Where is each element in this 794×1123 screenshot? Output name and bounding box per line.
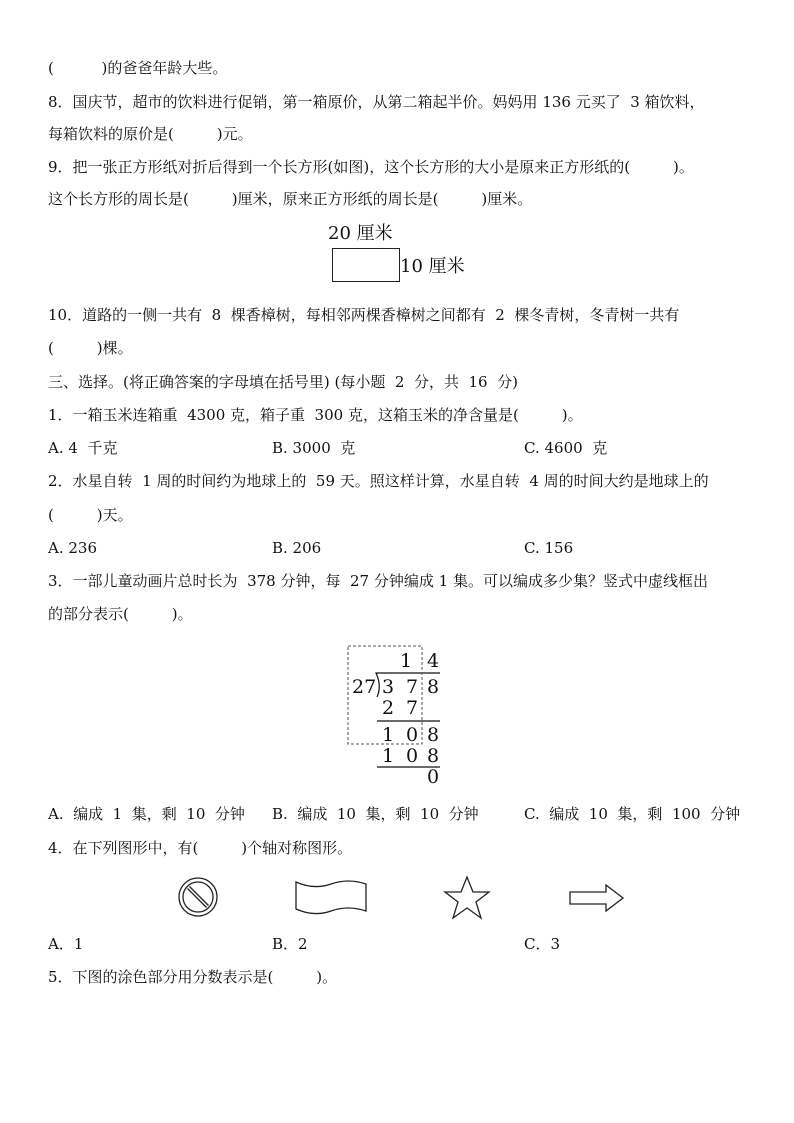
step1-digit-1: 2 [382,697,395,719]
step1-digit-2: 7 [406,697,419,719]
choice-2-option-b[interactable]: B. 206 [272,539,322,557]
choice-2-text-line1: 2．水星自转 1 周的时间约为地球上的 59 天。照这样计算，水星自转 4 周的时间大约是地球上的 [48,472,709,490]
rectangle-shape [332,248,400,282]
arrow-right-icon [568,882,626,914]
choice-1-text: 1．一箱玉米连箱重 4300 克，箱子重 300 克，这箱玉米的净含量是( )。 [48,406,583,424]
rect-top-label: 20 厘米 [328,223,393,244]
quotient-digit-1: 1 [400,650,413,672]
q9-text-line2: 这个长方形的周长是( )厘米，原来正方形纸的周长是( )厘米。 [48,190,533,208]
q8-text-line2: 每箱饮料的原价是( )元。 [48,125,253,143]
remainder1-digit-2: 0 [406,724,419,746]
choice-3-text-line2: 的部分表示( )。 [48,605,193,623]
choice-3-option-c[interactable]: C. 编成 10 集，剩 100 分钟 [524,805,741,823]
choice-4-option-b[interactable]: B．2 [272,935,308,953]
choice-3-option-b[interactable]: B. 编成 10 集，剩 10 分钟 [272,805,479,823]
choice-3-option-a[interactable]: A. 编成 1 集，剩 10 分钟 [48,805,245,823]
final-remainder: 0 [427,766,440,788]
divisor: 27 [352,676,377,698]
step2-digit-3: 8 [427,745,440,767]
q10-text-line1: 10．道路的一侧一共有 8 棵香樟树，每相邻两棵香樟树之间都有 2 棵冬青树，冬青树一共有 [48,306,680,324]
rect-side-label: 10 厘米 [400,256,465,277]
choice-1-option-c[interactable]: C. 4600 克 [524,439,608,457]
choice-2-option-c[interactable]: C. 156 [524,539,574,557]
remainder1-digit-3: 8 [427,724,440,746]
dividend-digit-1: 3 [382,676,395,698]
choice-4-option-c[interactable]: C．3 [524,935,561,953]
choice-1-option-a[interactable]: A. 4 千克 [48,439,118,457]
long-division-figure [340,640,450,790]
choice-2-text-line2: ( )天。 [48,506,133,524]
dividend-digit-2: 7 [406,676,419,698]
dividend-digit-3: 8 [427,676,440,698]
step2-digit-1: 1 [382,745,395,767]
star-icon [442,874,492,922]
choice-4-text: 4．在下列图形中，有( )个轴对称图形。 [48,839,353,857]
q10-text-line2: ( )棵。 [48,339,133,357]
rectangle-figure [326,224,486,284]
section-3-heading: 三、选择。(将正确答案的字母填在括号里) (每小题 2 分，共 16 分) [48,373,518,391]
q7-continuation: ( )的爸爸年龄大些。 [48,59,228,77]
choice-2-option-a[interactable]: A. 236 [48,539,97,557]
step2-digit-2: 0 [406,745,419,767]
choice-3-text-line1: 3．一部儿童动画片总时长为 378 分钟，每 27 分钟编成 1 集。可以编成多少集？竖式中虚线框出 [48,572,708,590]
quotient-digit-2: 4 [427,650,440,672]
remainder1-digit-1: 1 [382,724,395,746]
choice-1-option-b[interactable]: B. 3000 克 [272,439,356,457]
q8-text-line1: 8．国庆节，超市的饮料进行促销，第一箱原价，从第二箱起半价。妈妈用 136 元买了 3 箱饮料， [48,93,705,111]
no-entry-sign-icon [176,875,220,919]
choice-5-text: 5．下图的涂色部分用分数表示是( )。 [48,968,338,986]
wavy-flag-icon [294,878,368,918]
q9-text-line1: 9．把一张正方形纸对折后得到一个长方形(如图)，这个长方形的大小是原来正方形纸的( )。 [48,158,694,176]
choice-4-option-a[interactable]: A．1 [48,935,84,953]
